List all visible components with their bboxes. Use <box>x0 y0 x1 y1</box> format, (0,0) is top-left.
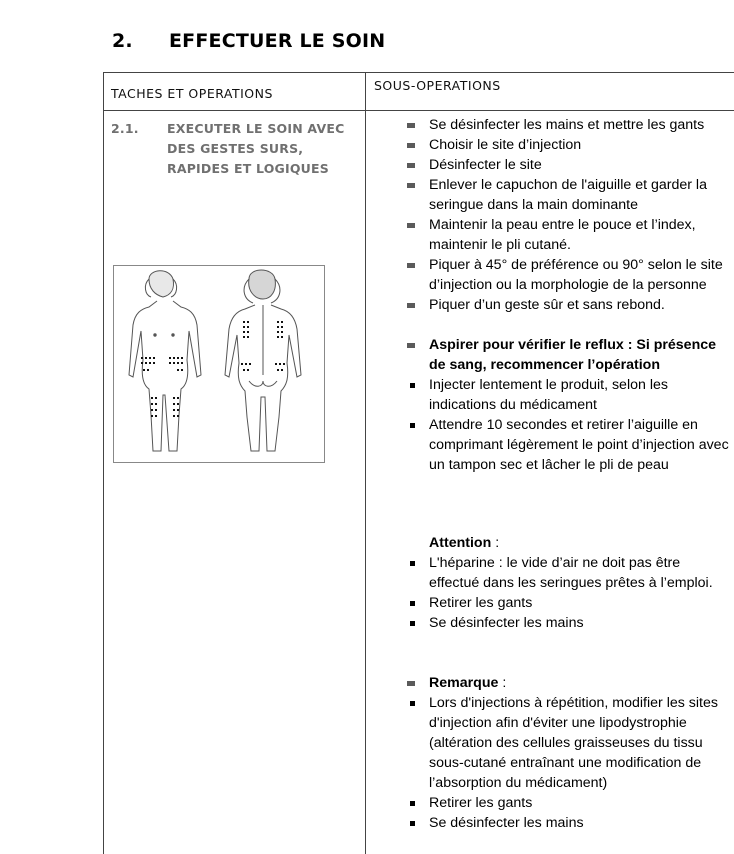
list-item: Retirer les gants <box>429 595 533 611</box>
section-title: EFFECTUER LE SOIN <box>169 30 386 52</box>
list-item: Choisir le site d’injection <box>429 137 582 153</box>
remarque-block <box>401 673 729 833</box>
list-item: Enlever le capuchon de l'aiguille et garder la seringue dans la main dominante <box>429 177 707 213</box>
list-item: Injecter lentement le produit, selon les indications du médicament <box>429 377 668 413</box>
list-item: Retirer les gants <box>429 795 533 811</box>
table-header-border <box>103 110 734 111</box>
list-item: Maintenir la peau entre le pouce et l’index, maintenir le pli cutané. <box>429 217 696 253</box>
list-item: L'héparine : le vide d’air ne doit pas être effectué dans les seringues prêtes à l’emploi. <box>429 555 713 591</box>
sub-operations-list <box>401 115 729 475</box>
table-top-border <box>103 72 734 73</box>
attention-block <box>401 533 734 633</box>
column-header-suboperations: SOUS-OPERATIONS <box>374 78 501 93</box>
section-heading <box>112 30 385 52</box>
list-item: Se désinfecter les mains <box>429 615 584 631</box>
list-item: Piquer à 45° de préférence ou 90° selon le site d’injection ou la morphologie de la personne <box>429 257 723 293</box>
list-item: Désinfecter le site <box>429 157 542 173</box>
attention-label: Attention : <box>429 535 500 551</box>
task-title: EXECUTER LE SOIN AVEC DES GESTES SURS, RAPIDES ET LOGIQUES <box>167 121 345 176</box>
list-item: Lors d'injections à répétition, modifier les sites d'injection afin d'éviter une lipodystrophie (altération des cellules graisseuses du tissu sous-cutané entraînant une modification de l’absorption du médicament) <box>429 695 718 791</box>
list-item: Piquer d’un geste sûr et sans rebond. <box>429 297 665 313</box>
table-column-divider <box>365 72 366 854</box>
care-table <box>103 72 734 854</box>
aspirate-step: Aspirer pour vérifier le reflux : Si présence de sang, recommencer l’opération <box>429 337 717 373</box>
table-left-border <box>103 72 104 854</box>
list-item: Attendre 10 secondes et retirer l’aiguille en comprimant légèrement le point d’injection avec un tampon sec et lâcher le pli de peau <box>429 417 729 473</box>
injection-sites-figure <box>113 265 325 465</box>
remarque-label: Remarque : <box>429 675 507 691</box>
task-number: 2.1. <box>111 121 139 136</box>
list-item: Se désinfecter les mains et mettre les gants <box>429 117 705 133</box>
column-header-tasks: TACHES ET OPERATIONS <box>111 86 273 101</box>
section-number: 2. <box>112 30 133 52</box>
list-item: Se désinfecter les mains <box>429 815 584 831</box>
